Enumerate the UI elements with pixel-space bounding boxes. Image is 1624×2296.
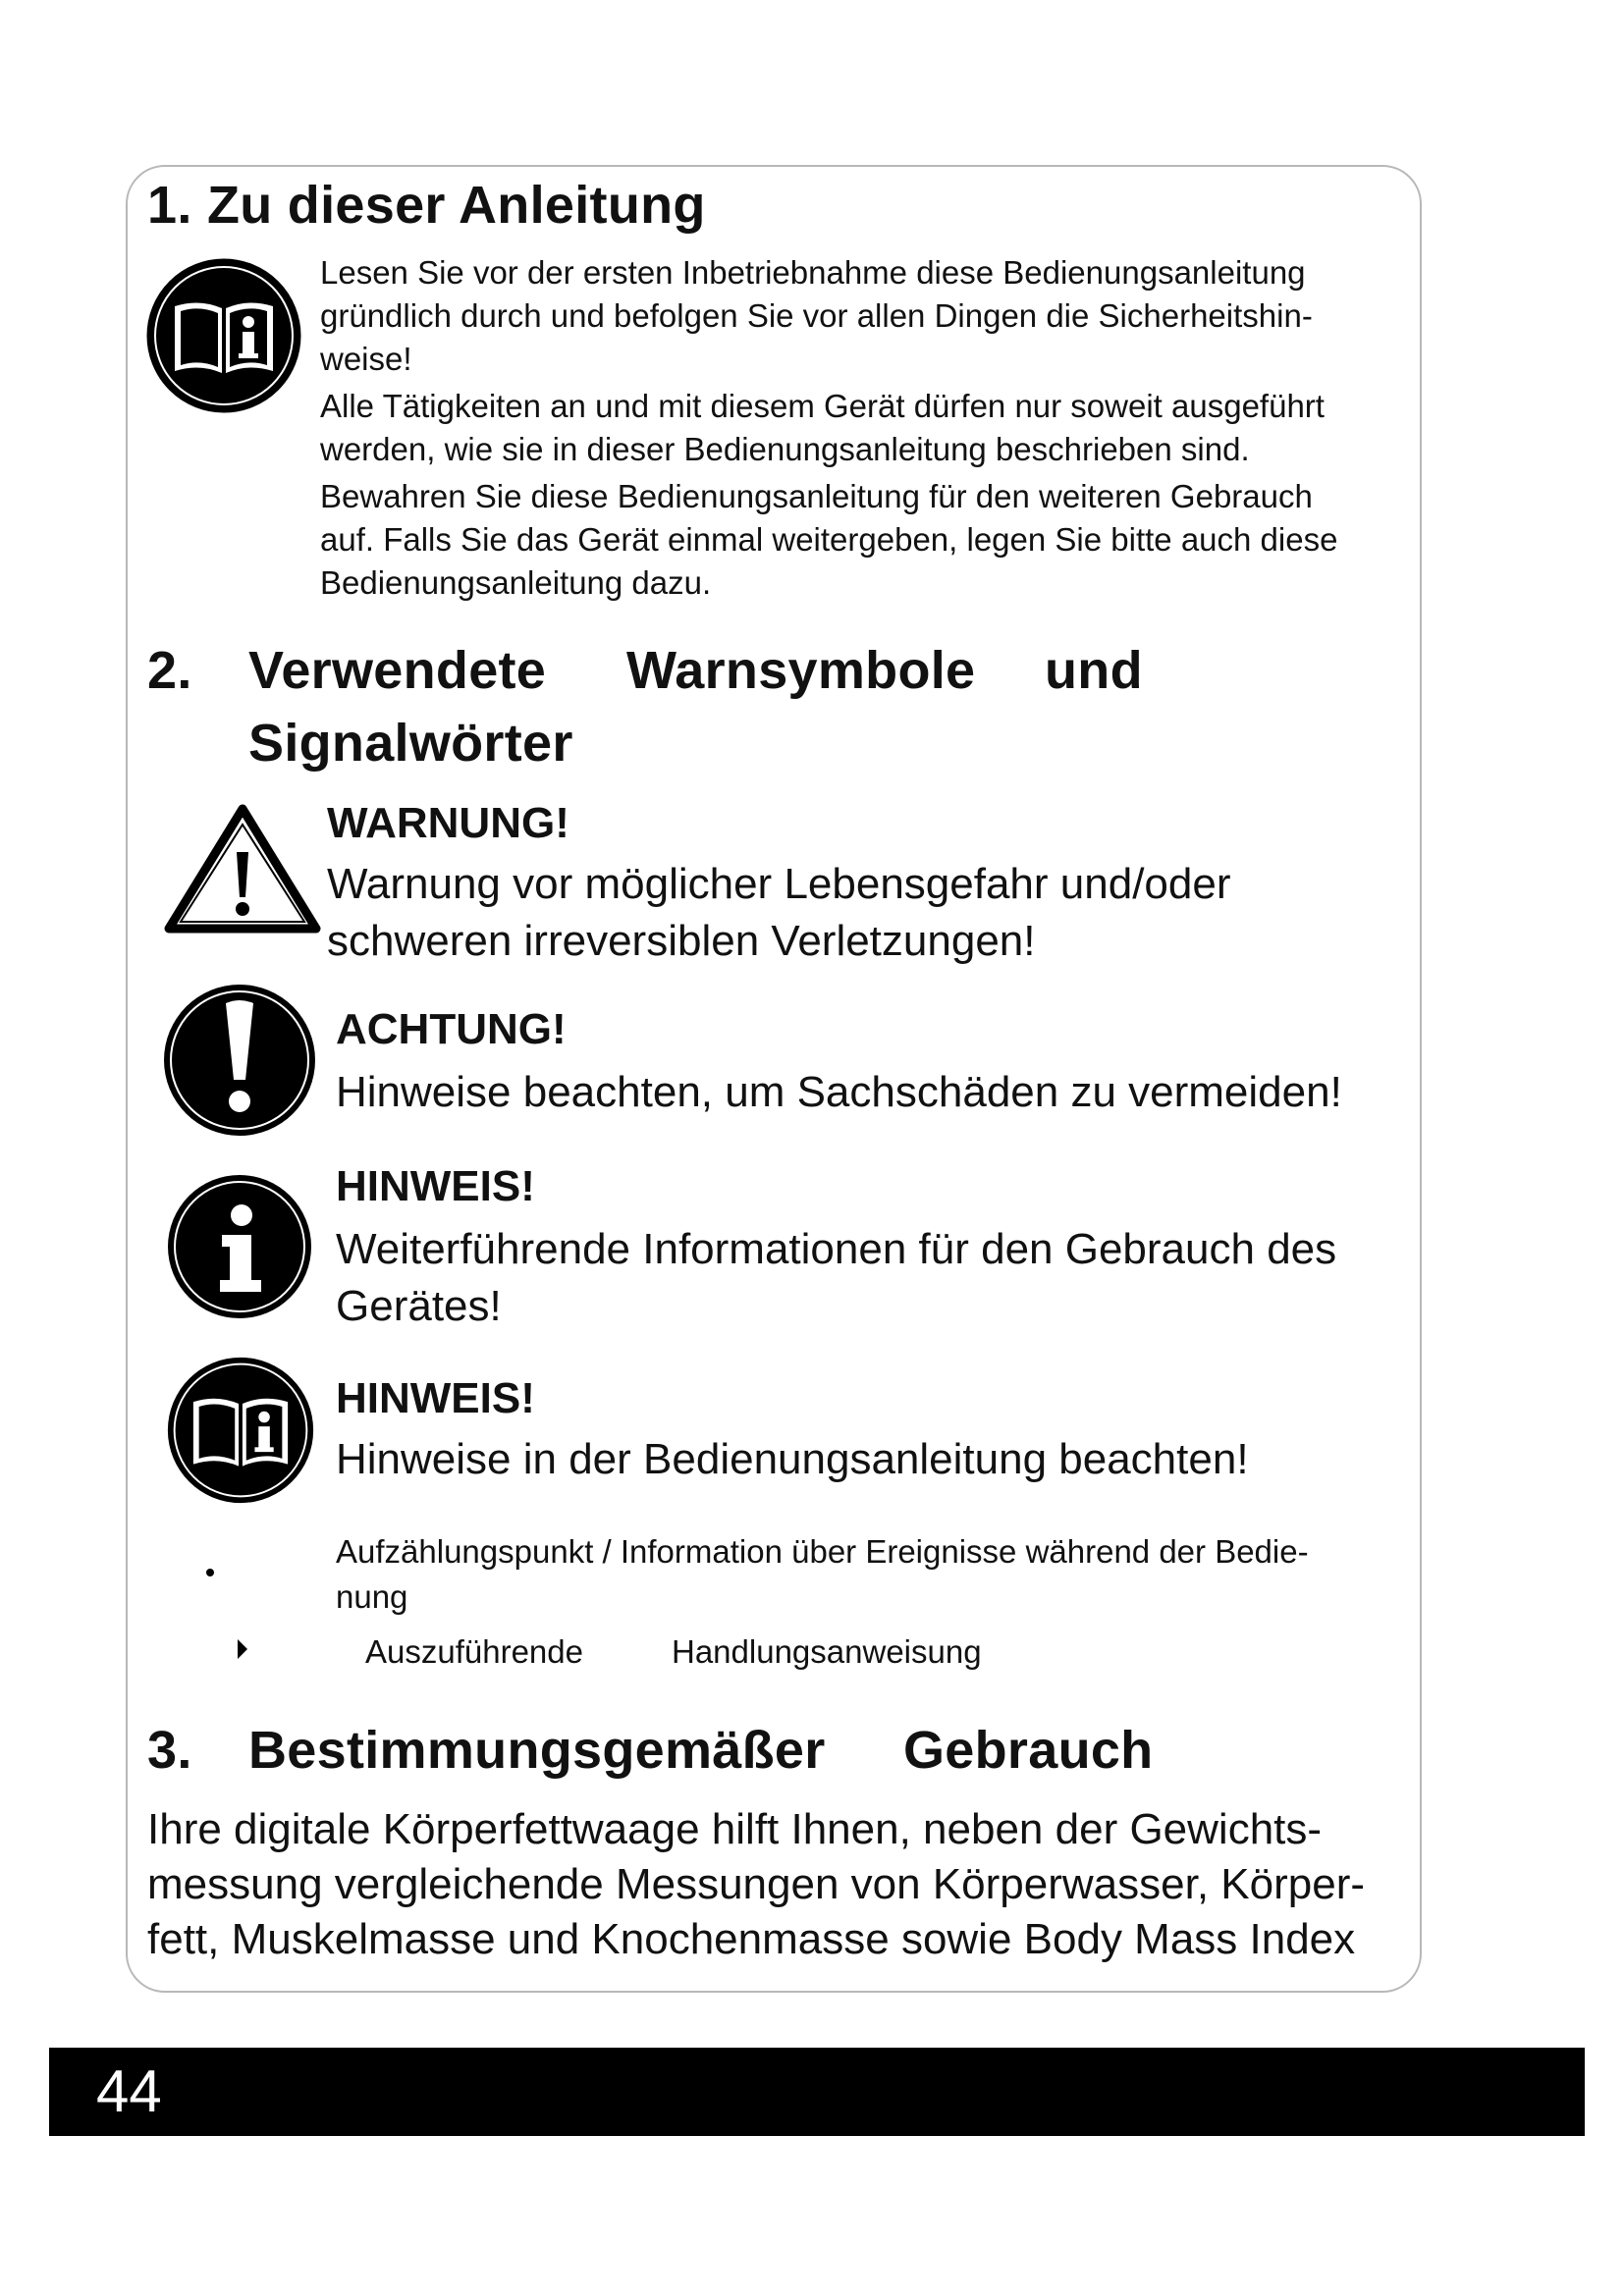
exclamation-circle-icon bbox=[161, 982, 318, 1139]
hinweis-label: HINWEIS! bbox=[336, 1162, 535, 1210]
page-number: 44 bbox=[96, 2058, 162, 2124]
section2-heading-word-2: Warnsymbole bbox=[626, 641, 976, 700]
footer-bar bbox=[49, 2048, 1585, 2136]
section2-heading-word-1: Verwendete bbox=[248, 641, 547, 700]
section2-heading-line2: Signalwörter bbox=[248, 714, 573, 773]
section3-body: Ihre digitale Körperfettwaage hilft Ihnen, neben der Gewichts- messung vergleichende Messungen von Körperwasser, Körper- fett, Muskelmasse und Knochenmasse sowie Body Mass Index bbox=[147, 1805, 1365, 1963]
achtung-description: Hinweise beachten, um Sachschäden zu vermeiden! bbox=[336, 1068, 1342, 1116]
achtung-label: ACHTUNG! bbox=[336, 1005, 567, 1053]
section3-heading-word-2: Gebrauch bbox=[903, 1721, 1154, 1780]
hinweis-manual-description: Hinweise in der Bedienungsanleitung beachten! bbox=[336, 1435, 1249, 1483]
bullet-item-text: Aufzählungspunkt / Information über Ereignisse während der Bedie- nung bbox=[336, 1533, 1309, 1615]
hinweis-description: Weiterführende Informationen für den Gebrauch des Gerätes! bbox=[336, 1225, 1337, 1330]
warning-triangle-icon bbox=[163, 803, 322, 934]
intro-paragraph-2: Alle Tätigkeiten an und mit diesem Gerät dürfen nur soweit ausgeführt werden, wie sie in dieser Bedienungsanleitung beschrieben sind. bbox=[320, 388, 1325, 467]
arrow-item-word-1: Auszuführende bbox=[365, 1633, 583, 1670]
section3-number: 3. bbox=[147, 1721, 192, 1780]
warning-label: WARNUNG! bbox=[327, 799, 569, 847]
arrow-right-icon bbox=[236, 1637, 249, 1661]
section3-heading-word-1: Bestimmungsgemäßer bbox=[248, 1721, 826, 1780]
section2-heading-word-3: und bbox=[1045, 641, 1143, 700]
manual-book-icon bbox=[165, 1355, 316, 1506]
info-circle-icon bbox=[165, 1172, 314, 1321]
hinweis-manual-label: HINWEIS! bbox=[336, 1374, 535, 1422]
section2-number: 2. bbox=[147, 641, 192, 700]
manual-book-icon bbox=[145, 257, 302, 414]
intro-paragraph-1: Lesen Sie vor der ersten Inbetriebnahme diese Bedienungsanleitung gründlich durch und befolgen Sie vor allen Dingen die Sicherheitshin- weise! bbox=[320, 254, 1313, 377]
arrow-item-word-2: Handlungsanweisung bbox=[672, 1633, 982, 1670]
intro-paragraph-3: Bewahren Sie diese Bedienungsanleitung für den weiteren Gebrauch auf. Falls Sie das Gerät einmal weitergeben, legen Sie bitte auch diese Bedienungsanleitung dazu. bbox=[320, 478, 1338, 601]
bullet-dot-icon bbox=[206, 1569, 214, 1576]
section1-heading: 1. Zu dieser Anleitung bbox=[147, 176, 706, 235]
warning-description: Warnung vor möglicher Lebensgefahr und/oder schweren irreversiblen Verletzungen! bbox=[327, 860, 1231, 965]
